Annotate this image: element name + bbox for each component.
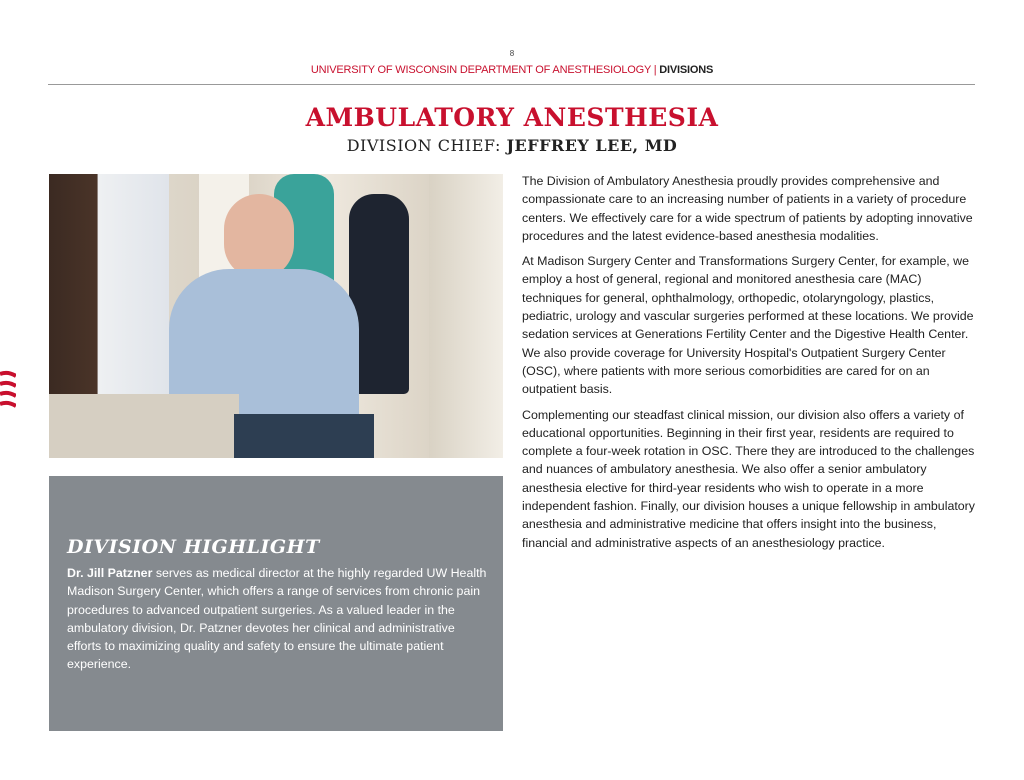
- division-chief: [0, 136, 1024, 155]
- division-chief-label: DIVISION CHIEF:: [346, 136, 507, 155]
- page-title: AMBULATORY ANESTHESIA: [305, 103, 719, 132]
- highlight-description: serves as medical director at the highly regarded UW Health Madison Surgery Center, which offers a range of services from chronic pain procedures to advanced outpatient surgeries. As a valued leader in the ambulatory division, Dr. Patzner devotes her clinical and administrative efforts to maximizing quality and safety to ensure the ultimate patient experience.: [67, 566, 487, 672]
- header-divider: [48, 84, 975, 85]
- stripes-decoration-icon: [0, 370, 16, 410]
- body-paragraph: The Division of Ambulatory Anesthesia proudly provides comprehensive and compassionate care to an increasing number of patients in a variety of procedure centers. We effectively care for a wide spectrum of patients by adopting innovative procedures and the latest evidence-based anesthesia modalities.: [522, 174, 973, 243]
- running-head: [0, 64, 1024, 76]
- body-paragraph: At Madison Surgery Center and Transformations Surgery Center, for example, we employ a host of general, regional and monitored anesthesia care (MAC) techniques for general, ophthalmology, orthopedic, otolaryngology, plastics, pediatric, urology and vascular surgeries performed at these locations. We provide sedation services at Generations Fertility Center and the Digestive Health Center. We also provide coverage for University Hospital's Outpatient Surgery Center (OSC), where patients with more serious comorbidities are cared for on an outpatient basis.: [522, 254, 974, 397]
- highlight-text: [67, 564, 492, 674]
- running-head-text: UNIVERSITY OF WISCONSIN DEPARTMENT OF ANESTHESIOLOGY |: [310, 64, 660, 76]
- highlight-heading: DIVISION HIGHLIGHT: [67, 536, 320, 558]
- running-head-section: DIVISIONS: [659, 64, 714, 76]
- body-paragraph: Complementing our steadfast clinical mission, our division also offers a variety of educational opportunities. Beginning in their first year, residents are required to complete a four-week rotation in OSC. There they are introduced to the challenges and nuances of ambulatory anesthesia. We also offer a senior ambulatory anesthesia elective for third-year residents who wish to operate in a more independent fashion. Finally, our division houses a unique fellowship in ambulatory anesthesia and administrative medicine that offers insight into the business, financial and administrative aspects of an anesthesiology practice.: [522, 407, 975, 550]
- page-number: 8: [509, 49, 515, 58]
- body-text: [522, 172, 977, 559]
- doctor-patient-photo: [49, 174, 503, 458]
- division-highlight-box: [49, 476, 503, 731]
- highlight-name: Dr. Jill Patzner: [67, 566, 153, 580]
- division-chief-name: JEFFREY LEE, MD: [506, 136, 678, 155]
